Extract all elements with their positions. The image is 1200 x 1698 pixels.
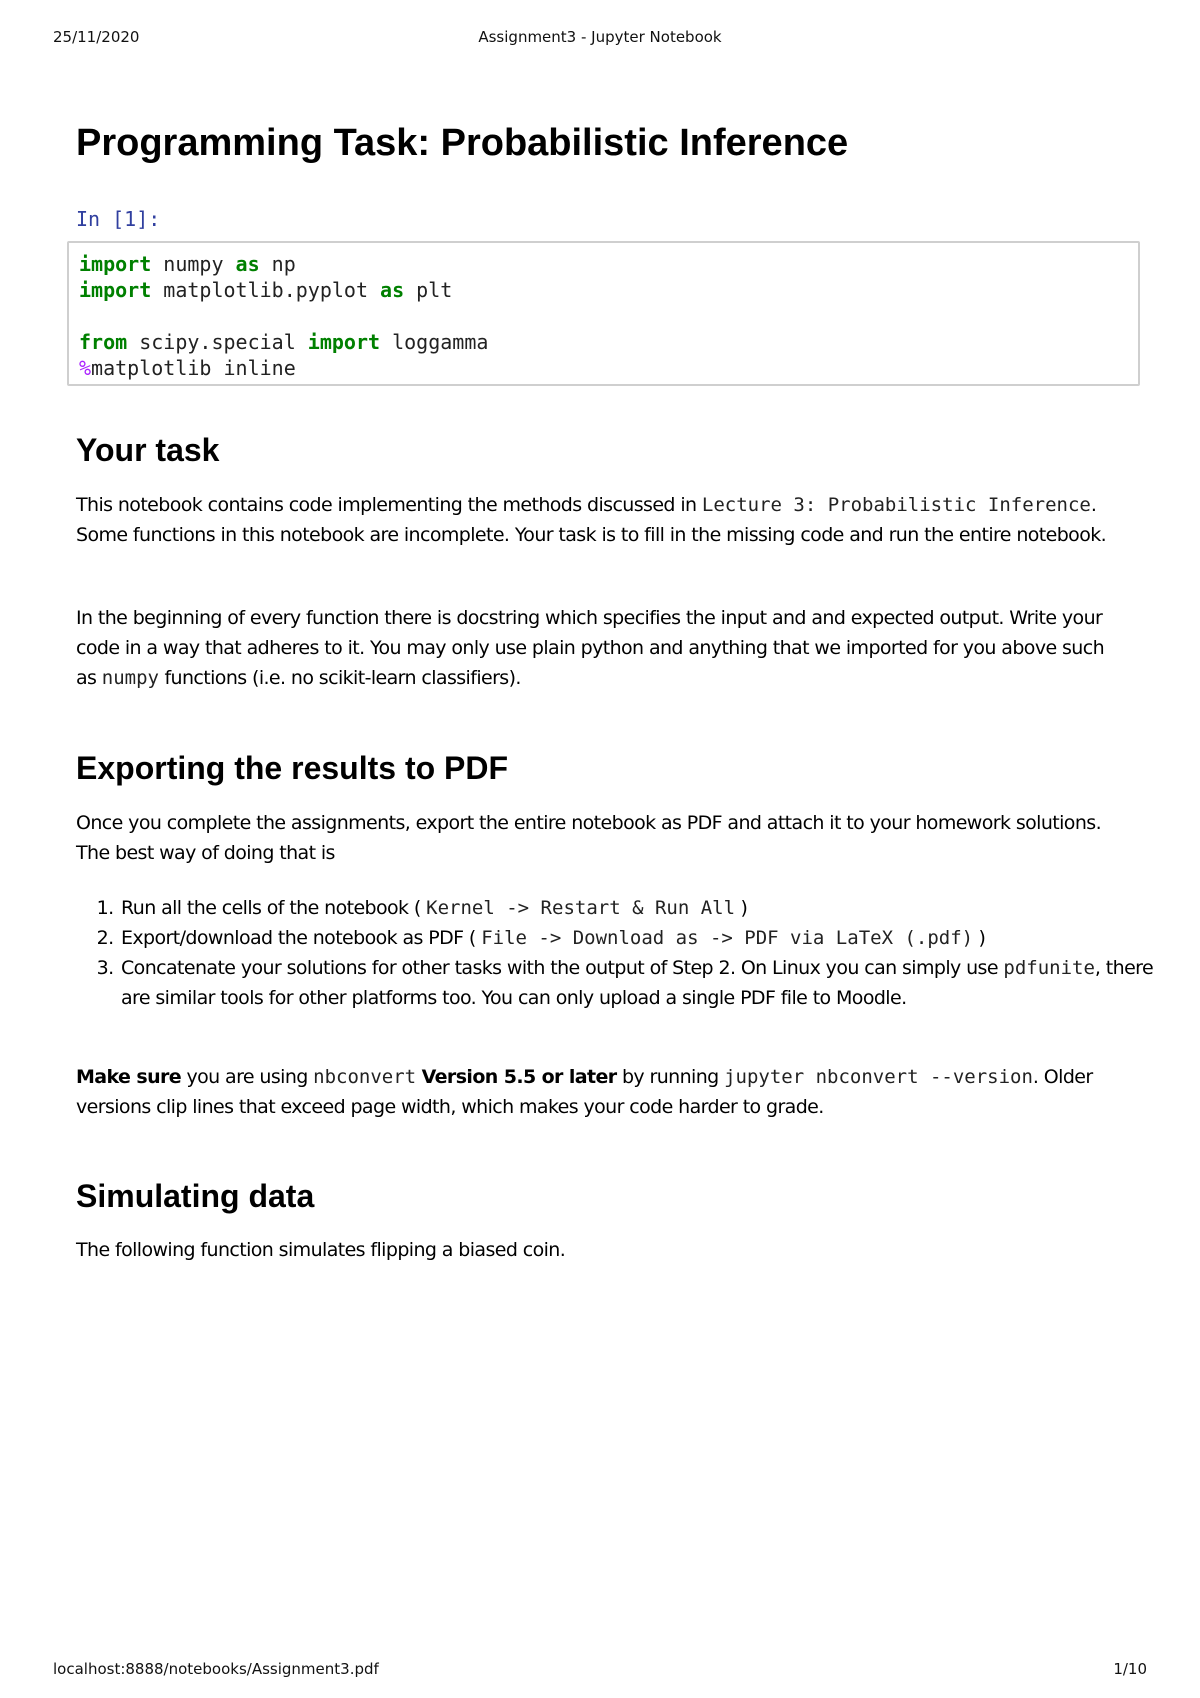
magic-symbol: % (79, 356, 92, 380)
code-block (69, 243, 1138, 381)
list-item (119, 953, 1169, 1013)
code-text: scipy.special (127, 330, 308, 354)
inline-code: File -> Download as -> PDF via LaTeX (.pdf) (481, 927, 974, 949)
section-heading-your-task: Your task (76, 432, 220, 468)
section-heading-simulating: Simulating data (76, 1178, 315, 1214)
text-span: you are using (181, 1066, 314, 1088)
inline-code: Kernel -> Restart & Run All (426, 897, 736, 919)
print-footer-url: localhost:8888/notebooks/Assignment3.pdf (53, 1660, 379, 1678)
code-line (79, 252, 296, 276)
task-paragraph-2 (76, 603, 1126, 693)
code-text: plt (404, 278, 453, 302)
text-span: functions (i.e. no scikit-learn classifiers). (164, 667, 521, 689)
text-span: , there are similar tools for other platforms too. You can only upload a single PDF file to Moodle. (121, 957, 1154, 1009)
list-item (119, 893, 1169, 923)
print-header-title: Assignment3 - Jupyter Notebook (478, 28, 722, 46)
inline-code: jupyter nbconvert --version (724, 1066, 1033, 1088)
inline-code: pdfunite (1003, 957, 1095, 979)
code-keyword: from (79, 330, 128, 354)
text-span: This notebook contains code implementing the methods discussed in (76, 494, 697, 516)
bold-text: Make sure (76, 1066, 182, 1088)
code-keyword: as (380, 278, 405, 302)
code-line (79, 356, 296, 380)
page-title: Programming Task: Probabilistic Inference (76, 122, 849, 164)
export-paragraph-2 (76, 1062, 1156, 1122)
text-span: Concatenate your solutions for other tasks with the output of Step 2. On Linux you can simply use (121, 957, 998, 979)
simulating-paragraph: The following function simulates flipping a biased coin. (76, 1239, 566, 1261)
bold-text: Version 5.5 or later (421, 1066, 617, 1088)
code-keyword: as (235, 252, 260, 276)
text-span: ) (740, 897, 748, 919)
text-span: . Older versions clip lines that exceed page width, which makes your code harder to grade. (76, 1066, 1093, 1118)
code-keyword: import (307, 330, 381, 354)
code-text: loggamma (380, 330, 489, 354)
code-text: matplotlib.pyplot (151, 278, 381, 302)
list-item (119, 923, 1169, 953)
export-steps-list (76, 893, 1169, 1013)
export-paragraph-1: Once you complete the assignments, export the entire notebook as PDF and attach it to your homework solutions. The best way of doing that is (76, 812, 1102, 864)
code-keyword: import (79, 278, 152, 302)
code-text: numpy (151, 252, 236, 276)
print-date: 25/11/2020 (53, 28, 140, 46)
text-span: In the beginning of every function there is docstring which specifies the input and and expected output. Write your code in a way that adheres to it. You may only use plain python and anything that we imported for you above such as (76, 607, 1105, 689)
text-span: Export/download the notebook as PDF ( (121, 927, 476, 949)
inline-code: nbconvert (313, 1066, 417, 1088)
text-span: by running (616, 1066, 725, 1088)
text-span: ) (978, 927, 986, 949)
code-keyword: import (79, 252, 152, 276)
code-cell[interactable] (67, 241, 1140, 386)
code-line (79, 278, 452, 302)
page-number: 1/10 (1113, 1660, 1147, 1678)
inline-code: Lecture 3: Probabilistic Inference (701, 494, 1091, 516)
code-line (79, 330, 488, 354)
inline-code: numpy (101, 667, 159, 689)
code-text: matplotlib inline (91, 356, 296, 380)
text-span: Run all the cells of the notebook ( (121, 897, 421, 919)
text-span: . Some functions in this notebook are incomplete. Your task is to fill in the missing code and run the entire notebook. (76, 494, 1107, 546)
code-text: np (259, 252, 296, 276)
section-heading-exporting: Exporting the results to PDF (76, 750, 509, 786)
cell-input-prompt: In [1]: (76, 207, 161, 231)
task-paragraph-1 (76, 490, 1126, 550)
